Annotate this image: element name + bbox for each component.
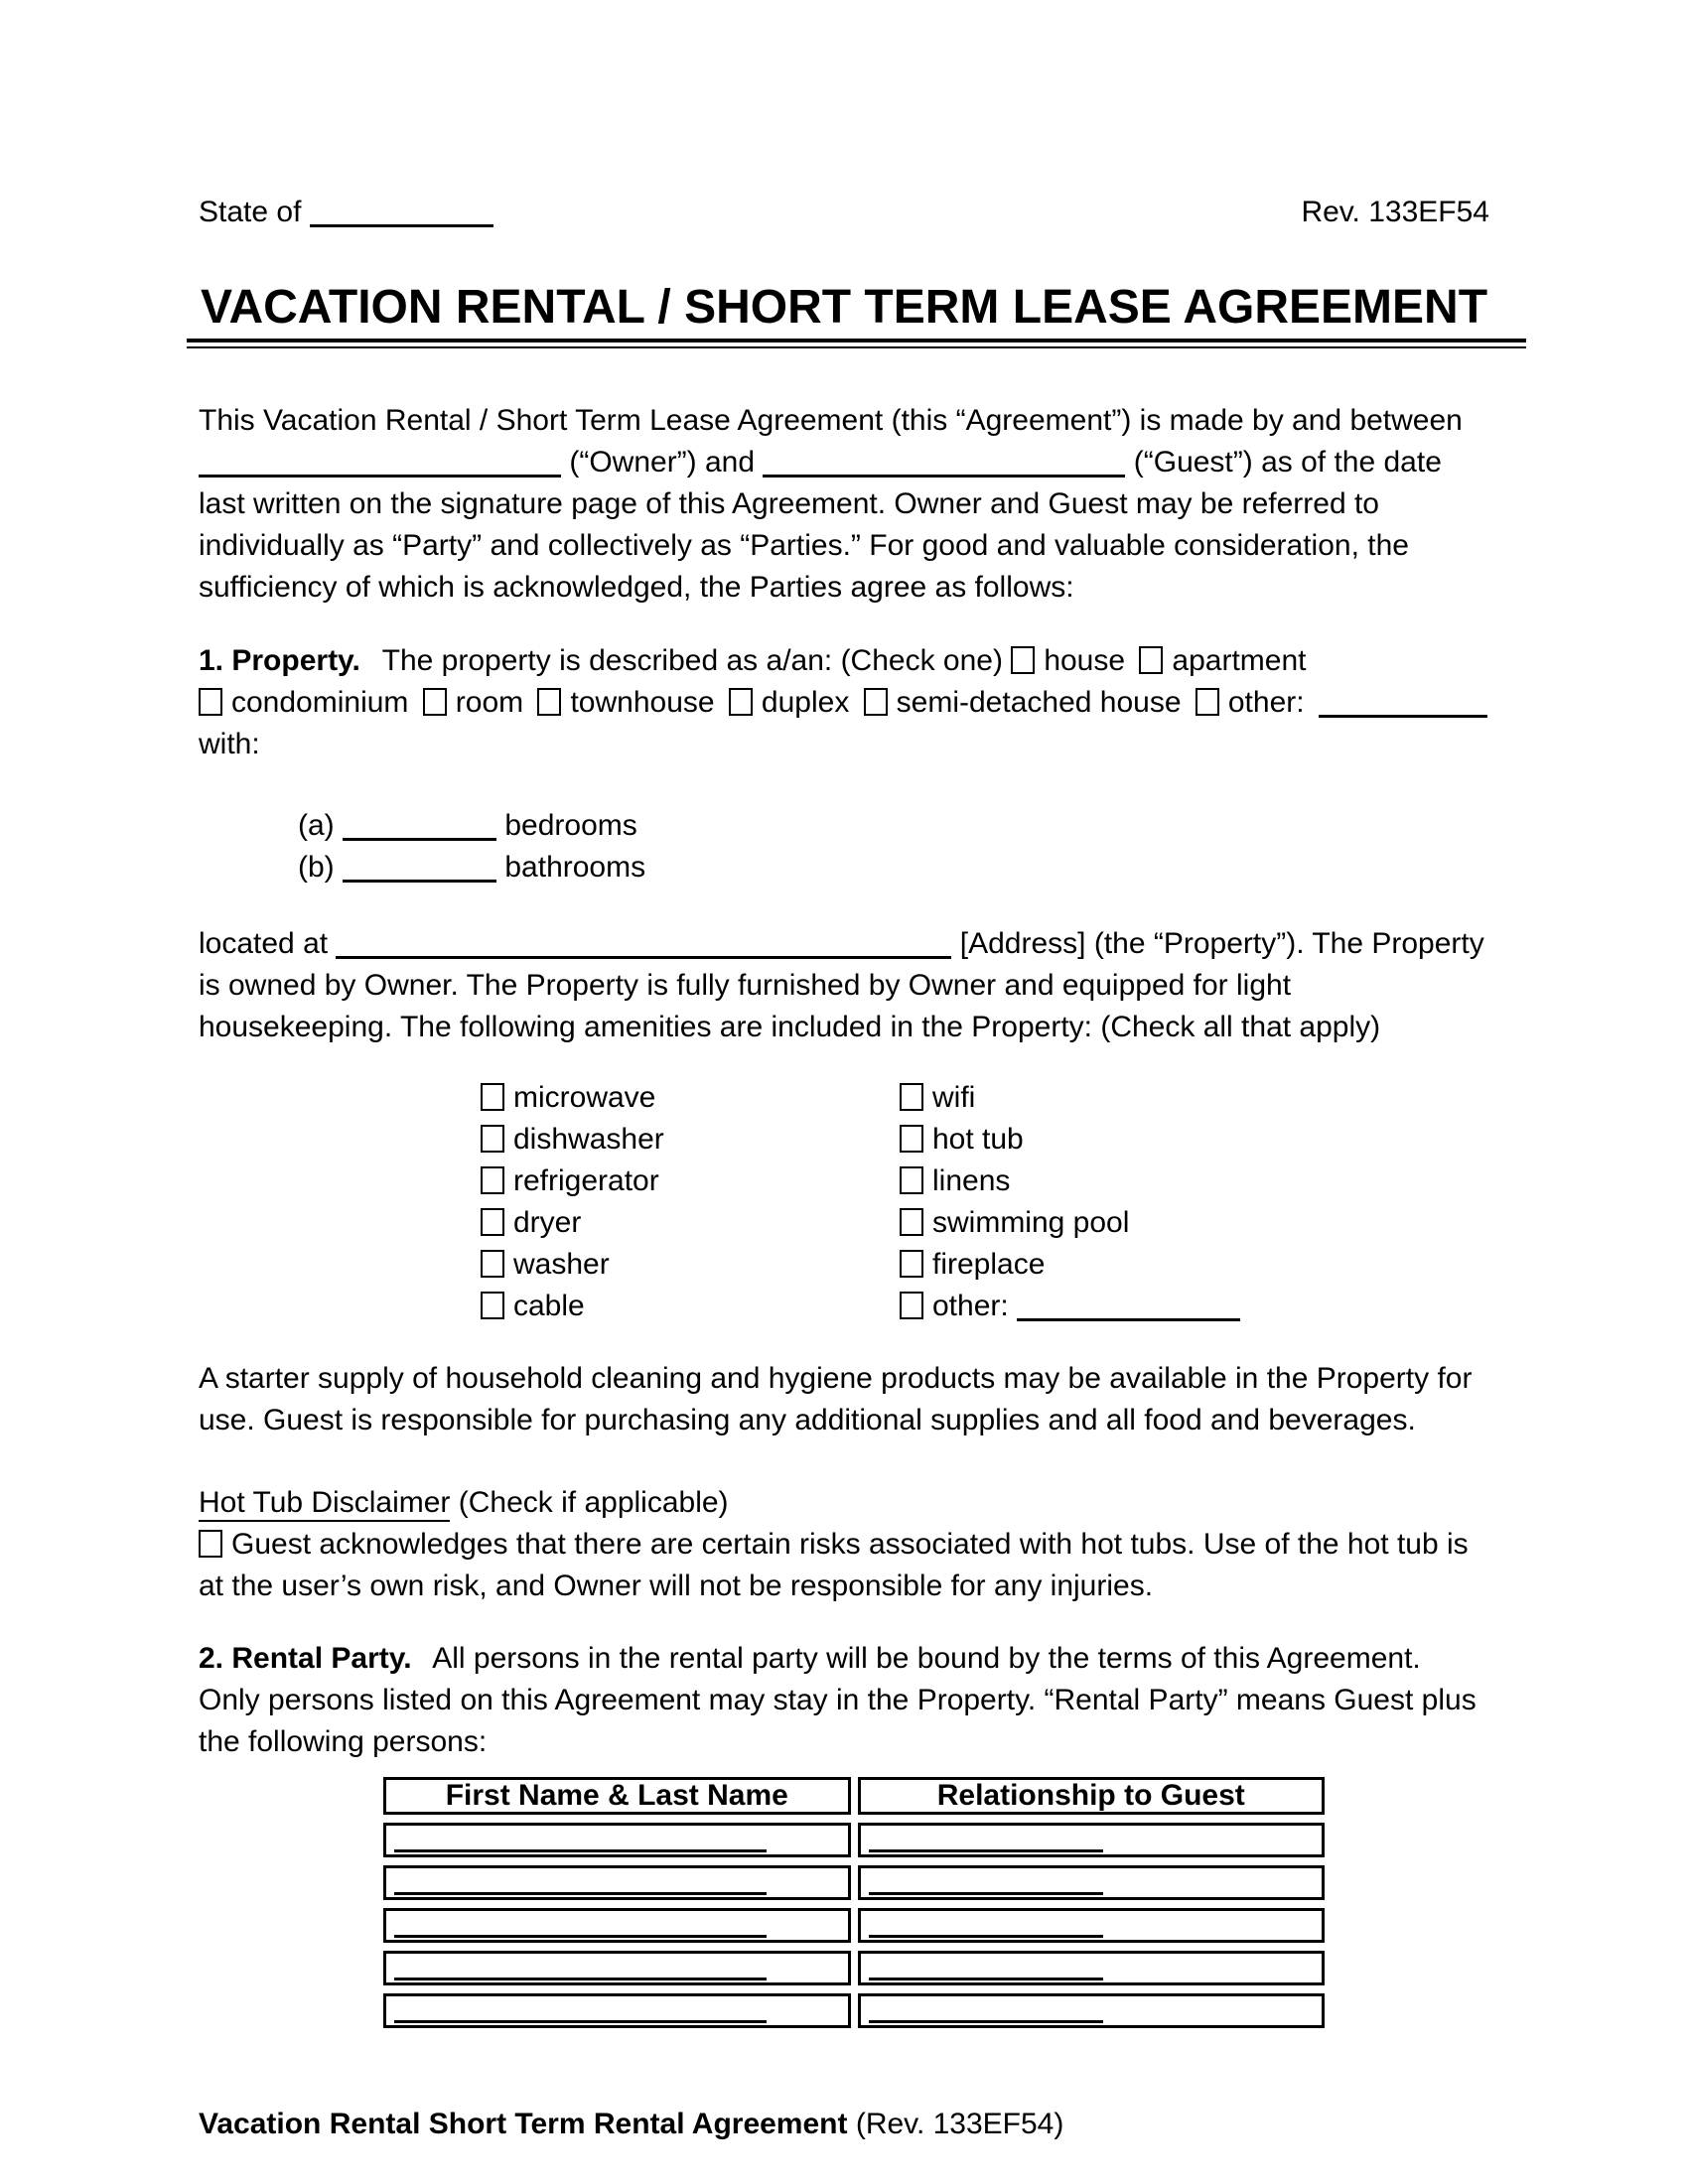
amenity-other-blank[interactable]	[1017, 1318, 1240, 1321]
checkbox-fireplace[interactable]	[900, 1250, 923, 1278]
checkbox-condominium[interactable]	[199, 688, 222, 716]
bedrooms-count-blank[interactable]	[343, 838, 496, 841]
section-1-heading: 1. Property.	[199, 644, 360, 677]
checkbox-dryer[interactable]	[481, 1208, 504, 1236]
bedrooms-line	[298, 805, 1489, 847]
intro-paragraph	[199, 400, 1489, 609]
amenity-other-label: other:	[932, 1290, 1009, 1322]
footer-title: Vacation Rental Short Term Rental Agreement	[199, 2108, 848, 2140]
bedrooms-prefix: (a)	[298, 809, 335, 842]
address-blank[interactable]	[336, 956, 951, 959]
checkbox-dishwasher[interactable]	[481, 1125, 504, 1153]
checkbox-cable[interactable]	[481, 1292, 504, 1319]
hot-tub-heading-suffix: (Check if applicable)	[458, 1486, 729, 1519]
checkbox-hot-tub-acknowledgement[interactable]	[199, 1530, 222, 1558]
property-type-label: condominium	[231, 686, 409, 719]
amenities-checklist	[199, 1077, 1489, 1327]
name-entry-blank[interactable]	[394, 1978, 767, 1980]
column-header-relationship: Relationship to Guest	[858, 1777, 1326, 1815]
intro-text-before-owner: This Vacation Rental / Short Term Lease Agreement (this “Agreement”) is made by and between	[199, 404, 1463, 437]
amenity-label: swimming pool	[932, 1206, 1130, 1239]
table-row	[383, 1823, 1325, 1857]
checkbox-washer[interactable]	[481, 1250, 504, 1278]
hot-tub-ack-paragraph	[199, 1524, 1489, 1607]
bathrooms-count-blank[interactable]	[343, 880, 496, 883]
table-row	[383, 1908, 1325, 1943]
checkbox-swimming-pool[interactable]	[900, 1208, 923, 1236]
first-last-name-cell	[383, 1865, 851, 1900]
amenity-label: wifi	[932, 1081, 976, 1114]
checkbox-amenity-other[interactable]	[900, 1292, 923, 1319]
located-suffix: [Address] (the “Property”). The Property is owned by Owner. The Property is fully furnished by Owner and equipped for light housekeeping. The following amenities are included in the Property: (Check all that apply)	[199, 927, 1484, 1043]
title-rule	[187, 339, 1526, 348]
hot-tub-disclaimer	[199, 1482, 1489, 1607]
relationship-cell	[858, 1908, 1326, 1943]
revision-label: Rev. 133EF54	[1301, 196, 1489, 228]
property-type-label: room	[455, 686, 524, 719]
amenities-column-left	[481, 1077, 900, 1327]
amenity-label: hot tub	[932, 1123, 1024, 1156]
name-entry-blank[interactable]	[394, 1935, 767, 1938]
intro-text-after-guest: (“Guest”) as of the date last written on the signature page of this Agreement. Owner and Guest may be referred to individually as “Party” and collectively as “Parties.” For good and valuable consideration, the sufficiency of which is acknowledged, the Parties agree as follows:	[199, 446, 1442, 604]
guest-name-blank[interactable]	[763, 475, 1125, 478]
hot-tub-ack-text: Guest acknowledges that there are certain risks associated with hot tubs. Use of the hot tub is at the user’s own risk, and Owner will not be responsible for any injuries.	[199, 1528, 1469, 1602]
checkbox-hot-tub[interactable]	[900, 1125, 923, 1153]
property-type-label: semi-detached house	[896, 686, 1182, 719]
name-entry-blank[interactable]	[394, 1849, 767, 1852]
property-other-blank[interactable]	[1319, 715, 1487, 718]
relationship-entry-blank[interactable]	[869, 1849, 1103, 1852]
amenities-column-right	[900, 1077, 1240, 1327]
table-header-row	[383, 1777, 1325, 1815]
first-last-name-cell	[383, 1908, 851, 1943]
property-lead-text: The property is described as a/an: (Check one)	[381, 644, 1003, 677]
checkbox-microwave[interactable]	[481, 1083, 504, 1111]
section-2-heading: 2. Rental Party.	[199, 1642, 412, 1675]
checkbox-refrigerator[interactable]	[481, 1166, 504, 1194]
rooms-block	[199, 805, 1489, 888]
checkbox-apartment[interactable]	[1139, 646, 1163, 674]
located-prefix: located at	[199, 927, 329, 960]
section-1-property	[199, 640, 1489, 765]
rental-party-table	[376, 1769, 1332, 2036]
hot-tub-heading-line	[199, 1482, 1489, 1524]
property-other-label: other:	[1227, 686, 1305, 719]
bedrooms-label: bedrooms	[504, 809, 637, 842]
amenity-label: refrigerator	[513, 1164, 659, 1197]
first-last-name-cell	[383, 1823, 851, 1857]
table-row	[383, 1993, 1325, 2028]
relationship-entry-blank[interactable]	[869, 1935, 1103, 1938]
state-of-label: State of	[199, 196, 302, 228]
document-title: VACATION RENTAL / SHORT TERM LEASE AGREEMENT	[200, 281, 1488, 334]
property-with-label: with:	[199, 728, 260, 760]
property-type-label: house	[1044, 644, 1126, 677]
page-footer	[199, 2104, 1489, 2145]
supplies-paragraph: A starter supply of household cleaning and hygiene products may be available in the Property for use. Guest is responsible for purchasing any additional supplies and all food and beverages.	[199, 1362, 1473, 1436]
located-paragraph	[199, 923, 1489, 1048]
table-row	[383, 1951, 1325, 1985]
amenity-label: microwave	[513, 1081, 656, 1114]
document-header-line	[199, 192, 1489, 233]
name-entry-blank[interactable]	[394, 1892, 767, 1895]
bathrooms-prefix: (b)	[298, 851, 335, 884]
rental-party-body: All persons in the rental party will be bound by the terms of this Agreement. Only persons listed on this Agreement may stay in the Property. “Rental Party” means Guest plus the following persons:	[199, 1642, 1477, 1758]
checkbox-wifi[interactable]	[900, 1083, 923, 1111]
relationship-cell	[858, 1993, 1326, 2028]
relationship-cell	[858, 1951, 1326, 1985]
bathrooms-line	[298, 847, 1489, 888]
checkbox-townhouse[interactable]	[537, 688, 561, 716]
amenity-label: dryer	[513, 1206, 582, 1239]
bathrooms-label: bathrooms	[504, 851, 646, 884]
state-name-blank[interactable]	[310, 224, 493, 227]
property-type-label: duplex	[761, 686, 850, 719]
amenity-label: fireplace	[932, 1248, 1046, 1281]
relationship-entry-blank[interactable]	[869, 2020, 1103, 2023]
property-type-label: townhouse	[570, 686, 715, 719]
checkbox-property-other[interactable]	[1196, 688, 1219, 716]
checkbox-duplex[interactable]	[729, 688, 753, 716]
section-2-rental-party	[199, 1638, 1489, 1763]
checkbox-house[interactable]	[1011, 646, 1035, 674]
checkbox-linens[interactable]	[900, 1166, 923, 1194]
amenity-label: washer	[513, 1248, 610, 1281]
checkbox-semi-detached-house[interactable]	[864, 688, 888, 716]
relationship-entry-blank[interactable]	[869, 1892, 1103, 1895]
amenity-label: linens	[932, 1164, 1011, 1197]
first-last-name-cell	[383, 1993, 851, 2028]
table-row	[383, 1865, 1325, 1900]
first-last-name-cell	[383, 1951, 851, 1985]
amenity-label: dishwasher	[513, 1123, 664, 1156]
footer-revision: (Rev. 133EF54)	[855, 2108, 1064, 2140]
owner-name-blank[interactable]	[199, 475, 561, 478]
relationship-cell	[858, 1865, 1326, 1900]
hot-tub-heading: Hot Tub Disclaimer	[199, 1486, 450, 1522]
relationship-cell	[858, 1823, 1326, 1857]
owner-label: (“Owner”) and	[569, 446, 756, 478]
property-type-label: apartment	[1172, 644, 1307, 677]
name-entry-blank[interactable]	[394, 2020, 767, 2023]
checkbox-room[interactable]	[423, 688, 447, 716]
relationship-entry-blank[interactable]	[869, 1978, 1103, 1980]
state-of-line	[199, 192, 493, 233]
column-header-name: First Name & Last Name	[383, 1777, 851, 1815]
amenity-label: cable	[513, 1290, 585, 1322]
